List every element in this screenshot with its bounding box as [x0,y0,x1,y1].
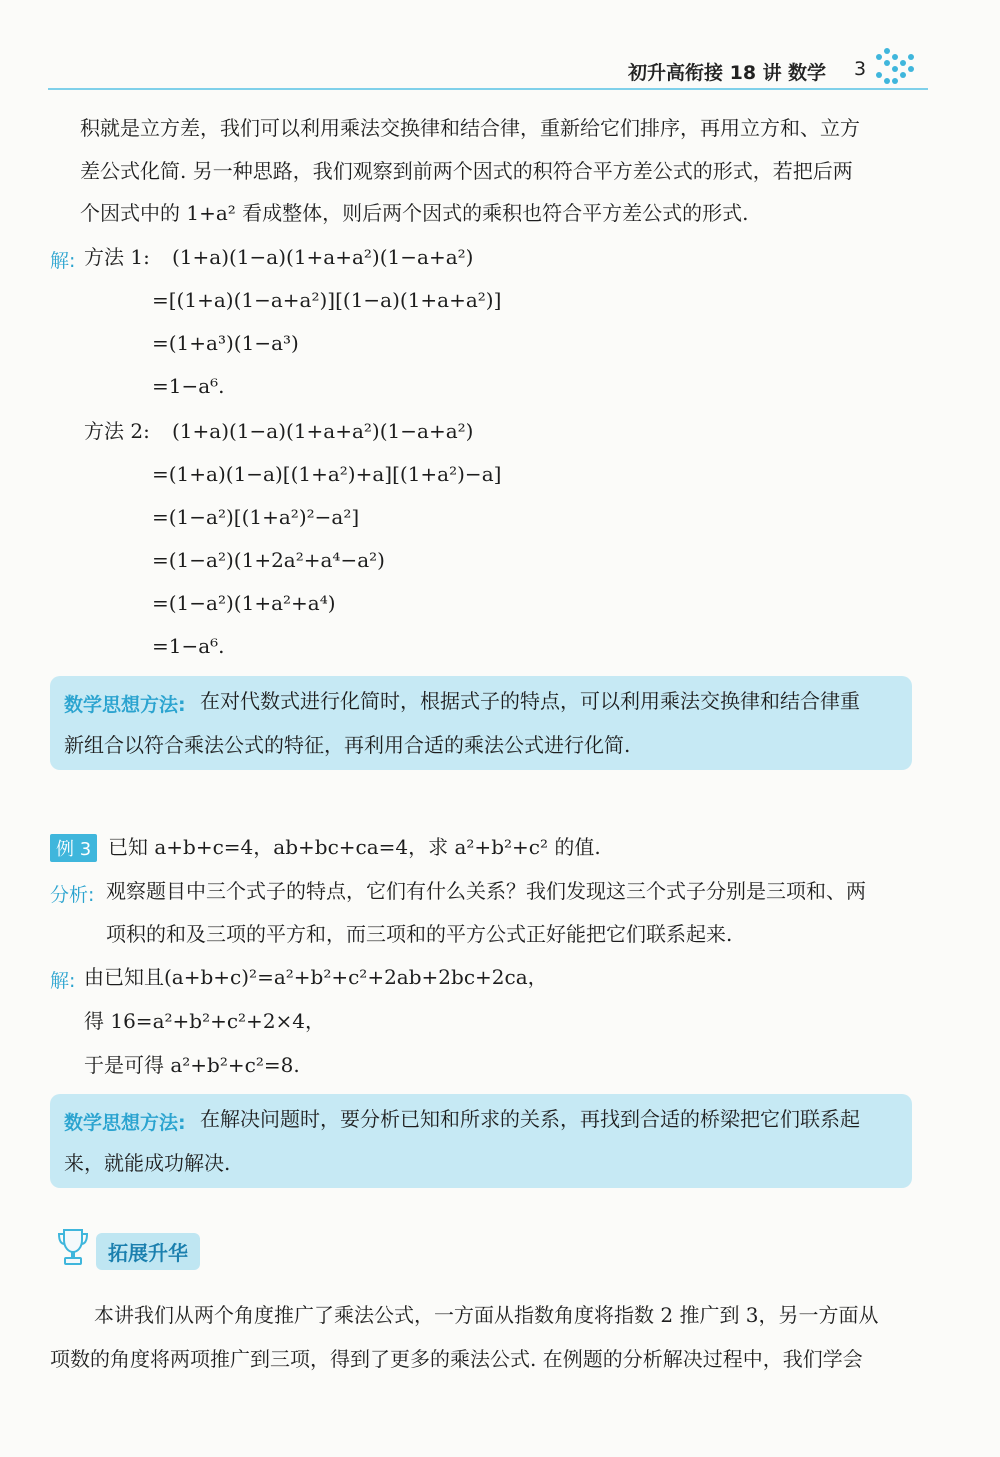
example-badge: 例 3 [50,834,97,862]
intro-line: 个因式中的 1+a² 看成整体，则后两个因式的乘积也符合平方差公式的形式. [80,201,749,225]
page-number: 3 [854,58,867,80]
intro-line: 差公式化简. 另一种思路，我们观察到前两个因式的积符合平方差公式的形式，若把后两 [80,159,853,183]
extension-section-title: 拓展升华 [96,1233,200,1270]
dots-decoration-icon [876,46,916,86]
method-2-label: 方法 2: [84,419,150,443]
math-method-tip-box [50,1094,912,1188]
example-text: 已知 a+b+c=4，ab+bc+ca=4，求 a²+b²+c² 的值. [108,835,601,859]
tip-line: 新组合以符合乘法公式的特征，再利用合适的乘法公式进行化简. [64,733,631,757]
math-line: =(1−a²)(1+a²+a⁴) [152,591,336,615]
math-line: 得 16=a²+b²+c²+2×4， [84,1009,326,1033]
analysis-line: 观察题目中三个式子的特点，它们有什么关系？我们发现这三个式子分别是三项和、两 [106,879,866,903]
tip-line: 在解决问题时，要分析已知和所求的关系，再找到合适的桥梁把它们联系起 [200,1107,860,1131]
tip-label: 数学思想方法: [64,694,186,716]
tip-line: 来，就能成功解决. [64,1151,231,1175]
analysis-line: 项积的和及三项的平方和，而三项和的平方公式正好能把它们联系起来. [106,922,733,946]
math-line: =(1+a)(1−a)[(1+a²)+a][(1+a²)−a] [152,462,502,486]
analysis-label: 分析: [50,884,95,906]
math-line: 由已知且(a+b+c)²=a²+b²+c²+2ab+2bc+2ca， [84,965,548,989]
tip-line: 在对代数式进行化简时，根据式子的特点，可以利用乘法交换律和结合律重 [200,689,860,713]
extension-line: 项数的角度将两项推广到三项，得到了更多的乘法公式. 在例题的分析解决过程中，我们学会 [50,1347,863,1371]
math-line: =(1+a³)(1−a³) [152,331,299,355]
math-line: (1+a)(1−a)(1+a+a²)(1−a+a²) [172,245,474,269]
intro-line: 积就是立方差，我们可以利用乘法交换律和结合律，重新给它们排序，再用立方和、立方 [80,116,860,140]
tip-label: 数学思想方法: [64,1112,186,1134]
math-line: =(1−a²)(1+2a²+a⁴−a²) [152,548,385,572]
math-method-tip-box [50,676,912,770]
header-divider [48,88,928,90]
solution-label: 解: [50,970,76,992]
math-line: =[(1+a)(1−a+a²)][(1−a)(1+a+a²)] [152,288,502,312]
math-line: 于是可得 a²+b²+c²=8. [84,1053,300,1077]
trophy-icon [58,1228,88,1266]
solution-label: 解: [50,250,76,272]
header-subject: 数学 [788,62,827,84]
math-line: =1−a⁶. [152,374,225,398]
math-line: =1−a⁶. [152,634,225,658]
header-title: 初升高衔接 18 讲 [628,62,782,84]
extension-line: 本讲我们从两个角度推广了乘法公式，一方面从指数角度将指数 2 推广到 3，另一方面从 [94,1303,879,1327]
math-line: (1+a)(1−a)(1+a+a²)(1−a+a²) [172,419,474,443]
method-1-label: 方法 1: [84,245,150,269]
math-line: =(1−a²)[(1+a²)²−a²] [152,505,360,529]
